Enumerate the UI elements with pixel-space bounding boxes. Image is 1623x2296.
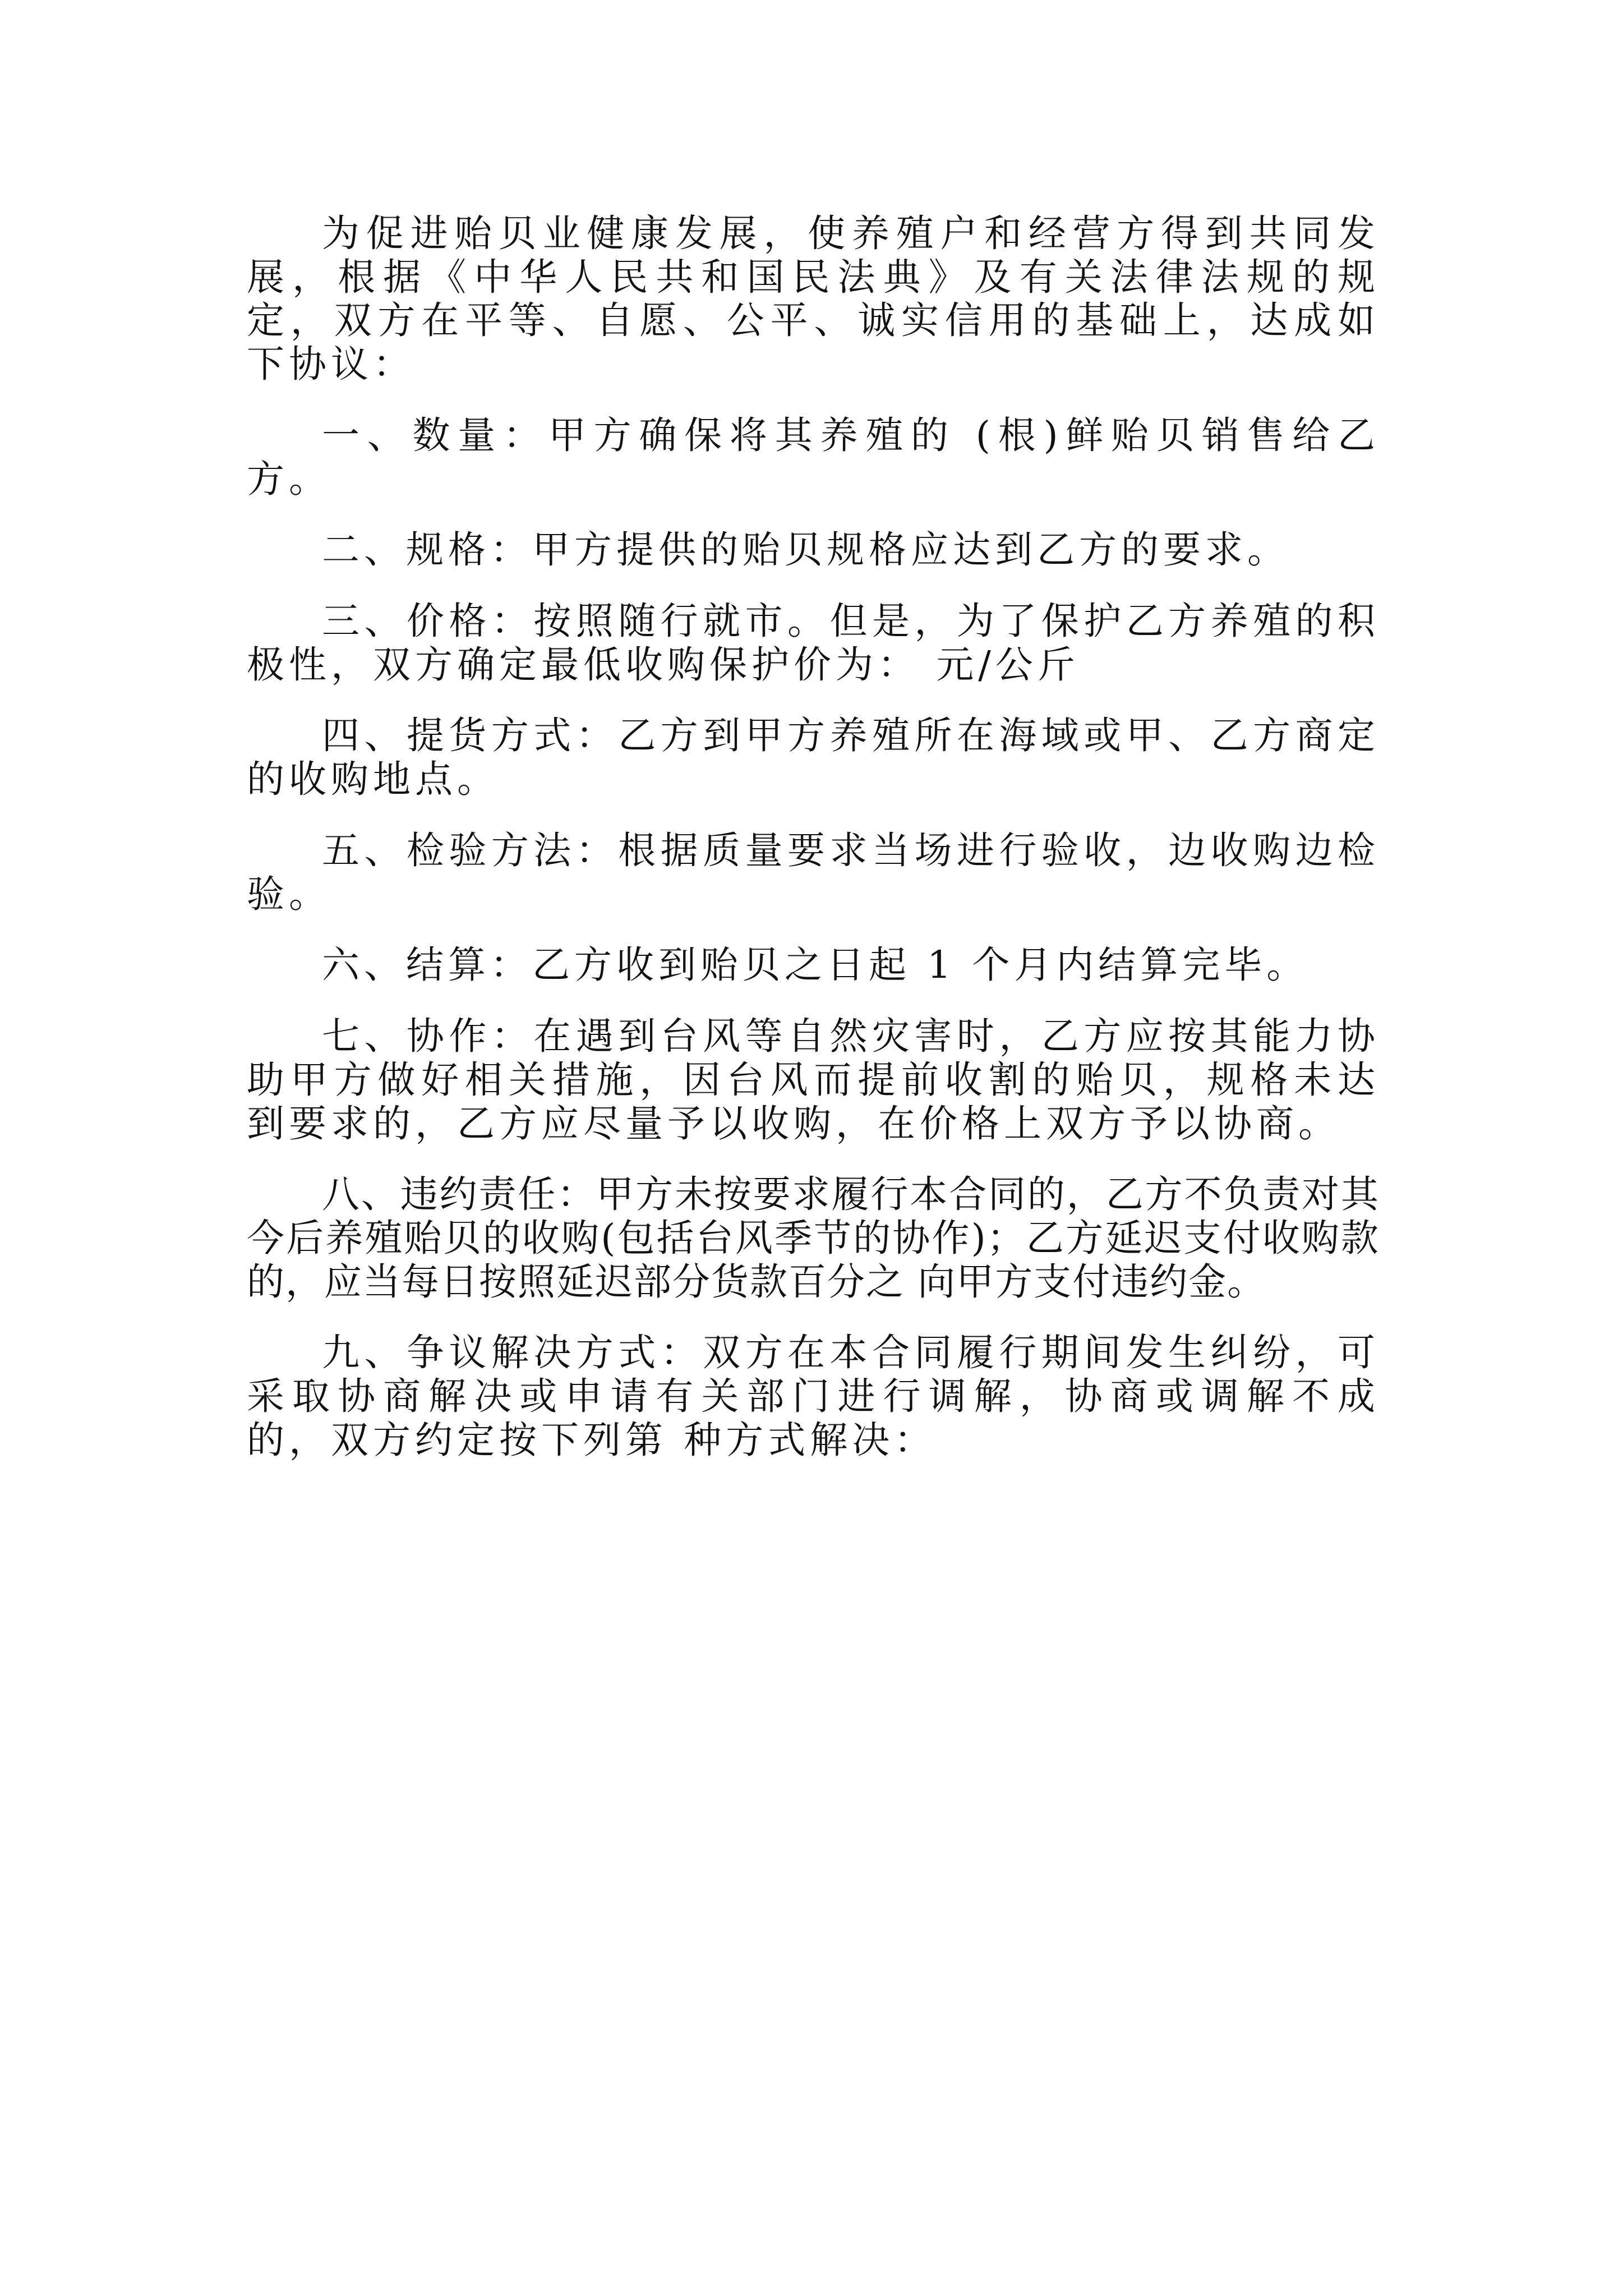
clause-cooperation: 七、协作：在遇到台风等自然灾害时，乙方应按其能力协助甲方做好相关措施，因台风而提前收割的贻贝，规格未达到要求的，乙方应尽量予以收购，在价格上双方予以协商。 xyxy=(247,1014,1380,1145)
clause-specification: 二、规格：甲方提供的贻贝规格应达到乙方的要求。 xyxy=(322,528,1289,572)
clause-liability: 八、违约责任：甲方未按要求履行本合同的，乙方不负责对其今后养殖贻贝的收购(包括台风季节的协作)；乙方延迟支付收购款的，应当每日按照延迟部分货款百分之 向甲方支付违约金。 xyxy=(247,1172,1380,1304)
clause-price: 三、价格：按照随行就市。但是，为了保护乙方养殖的积极性，双方确定最低收购保护价为： 元/公斤 xyxy=(247,599,1380,687)
clause-quantity: 一、数量：甲方确保将其养殖的 (根)鲜贻贝销售给乙方。 xyxy=(247,413,1380,501)
clause-delivery: 四、提货方式：乙方到甲方养殖所在海域或甲、乙方商定的收购地点。 xyxy=(247,714,1380,802)
contract-body xyxy=(247,212,1380,1490)
preamble-paragraph: 为促进贻贝业健康发展，使养殖户和经营方得到共同发展，根据《中华人民共和国民法典》及有关法律法规的规定，双方在平等、自愿、公平、诚实信用的基础上，达成如下协议： xyxy=(247,211,1380,386)
clause-inspection: 五、检验方法：根据质量要求当场进行验收，边收购边检验。 xyxy=(247,828,1380,916)
clause-dispute: 九、争议解决方式：双方在本合同履行期间发生纠纷，可采取协商解决或申请有关部门进行调解，协商或调解不成的，双方约定按下列第 种方式解决： xyxy=(247,1331,1380,1462)
clause-settlement: 六、结算：乙方收到贻贝之日起 1 个月内结算完毕。 xyxy=(322,943,1309,987)
